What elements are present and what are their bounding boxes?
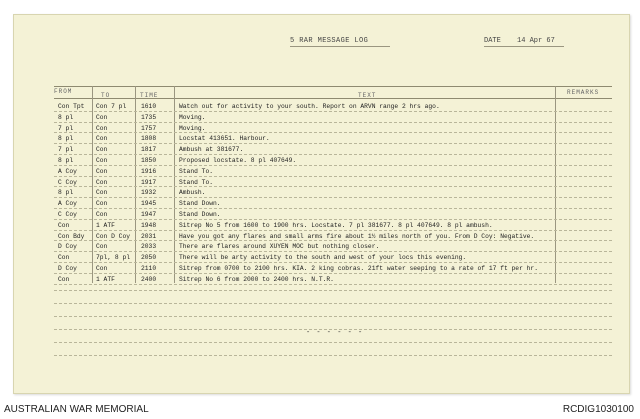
row-to: 7pl, 8 pl	[96, 254, 131, 262]
row-from: 7 pl	[58, 124, 74, 132]
row-time: 1916	[141, 167, 157, 175]
row-text: Stand To.	[179, 178, 214, 186]
row-to: Con	[96, 243, 108, 251]
title-underline	[290, 46, 390, 47]
date-value: 14 Apr 67	[517, 37, 555, 45]
row-to: Con	[96, 167, 108, 175]
row-to: Con 7 pl	[96, 103, 127, 110]
row-to: Con	[96, 146, 108, 154]
row-to: Con	[96, 157, 108, 164]
row-from: 7 pl	[58, 146, 74, 154]
row-time: 1850	[141, 157, 157, 164]
row-text: Sitrep from 0700 to 2100 hrs. KIA. 2 king cobras. 21ft water seeping to a rate of 17 ft per hr.	[179, 265, 538, 272]
row-to: Con	[96, 189, 108, 197]
row-time: 2400	[141, 275, 157, 283]
row-to: Con	[96, 124, 108, 132]
row-from: Con	[58, 275, 70, 283]
row-from: 8 pl	[58, 157, 74, 164]
row-to: Con	[96, 200, 108, 208]
row-to: Con	[96, 135, 108, 143]
footer-credit: AUSTRALIAN WAR MEMORIAL	[4, 404, 149, 415]
col-header-time: TIME	[140, 92, 159, 99]
row-text: Stand Down.	[179, 211, 221, 218]
row-time: 1610	[141, 103, 157, 110]
row-from: Con Bdy	[58, 232, 85, 240]
date-label: DATE	[484, 37, 501, 45]
blank-rule	[54, 303, 612, 304]
row-from: Con	[58, 254, 70, 262]
row-time: 1817	[141, 146, 157, 154]
row-time: 1917	[141, 178, 157, 186]
row-from: C Coy	[58, 178, 77, 186]
row-text: Sitrep No 5 from 1600 to 1900 hrs. Locstate. 7 pl 381677. 8 pl 407649. 8 pl ambush.	[179, 221, 493, 229]
col-header-text: TEXT	[358, 92, 377, 99]
row-time: 2050	[141, 254, 157, 262]
row-to: Con	[96, 178, 108, 186]
row-text: Stand Down.	[179, 200, 221, 208]
col-header-from: FROM	[54, 88, 73, 95]
row-rule	[54, 284, 612, 285]
row-from: D Coy	[58, 265, 77, 272]
row-text: There are flares around XUYEN MOC but nothing closer.	[179, 243, 380, 251]
row-to: Con	[96, 265, 108, 272]
row-time: 1948	[141, 221, 157, 229]
row-text: Ambush.	[179, 189, 206, 197]
row-time: 1945	[141, 200, 157, 208]
col-header-remarks: REMARKS	[567, 89, 600, 96]
log-title: 5 RAR MESSAGE LOG	[290, 37, 369, 45]
row-from: Con Tpt	[58, 103, 85, 110]
row-from: 8 pl	[58, 189, 74, 197]
row-to: Con D Coy	[96, 232, 131, 240]
row-to: Con	[96, 113, 108, 121]
row-time: 2033	[141, 243, 157, 251]
row-time: 1735	[141, 113, 157, 121]
row-text: Locstat 413651. Harbour.	[179, 135, 270, 143]
row-text: Watch out for activity to your south. Report on ARVN range 2 hrs ago.	[179, 103, 440, 110]
row-to: 1 ATF	[96, 221, 115, 229]
date-underline	[484, 46, 564, 47]
row-from: A Coy	[58, 200, 77, 208]
blank-rule	[54, 316, 612, 317]
row-from: 8 pl	[58, 135, 74, 143]
row-time: 2031	[141, 232, 157, 240]
blank-rule	[54, 342, 612, 343]
footer-id: RCDIG1030100	[562, 404, 634, 415]
row-to: 1 ATF	[96, 275, 115, 283]
table-top-rule	[54, 86, 612, 87]
row-text: Proposed locstate. 8 pl 407649.	[179, 157, 297, 164]
row-from: 8 pl	[58, 113, 74, 121]
row-text: Sitrep No 6 from 2000 to 2400 hrs. N.T.R.	[179, 275, 334, 283]
header-rule	[54, 98, 612, 99]
row-text: Moving.	[179, 124, 206, 132]
row-time: 1947	[141, 211, 157, 218]
row-text: There will be arty activity to the south and west of your locs this evening.	[179, 254, 467, 262]
row-from: D Coy	[58, 243, 77, 251]
row-time: 1808	[141, 135, 157, 143]
row-from: C Coy	[58, 211, 77, 218]
blank-rule	[54, 355, 612, 356]
row-text: Moving.	[179, 113, 206, 121]
row-text: Have you got any flares and small arms fire about 1½ miles north of you. From D Coy: Negative.	[179, 232, 535, 240]
row-time: 2110	[141, 265, 157, 272]
row-time: 1757	[141, 124, 157, 132]
row-from: A Coy	[58, 167, 77, 175]
blank-rule	[54, 290, 612, 291]
row-to: Con	[96, 211, 108, 218]
end-marker: - - - - - -	[306, 329, 364, 337]
row-text: Stand To.	[179, 167, 214, 175]
row-text: Ambush at 381677.	[179, 146, 244, 154]
row-from: Con	[58, 221, 70, 229]
col-header-to: TO	[101, 92, 111, 99]
row-time: 1932	[141, 189, 157, 197]
